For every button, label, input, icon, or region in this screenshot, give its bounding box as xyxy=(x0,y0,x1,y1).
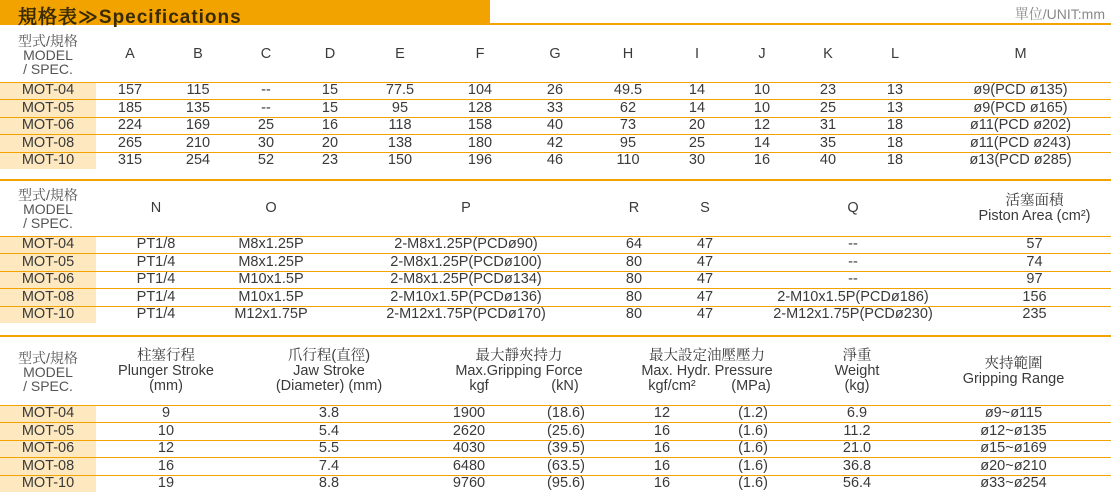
model-header xyxy=(0,339,96,405)
col-header-weight xyxy=(798,339,916,405)
pressure-zh: 最大設定油壓壓力 xyxy=(649,347,765,364)
plunger-stroke-cell: 10 xyxy=(96,423,236,441)
l-cell: 18 xyxy=(860,135,930,153)
h-cell: 110 xyxy=(590,152,666,169)
col-header-h: H xyxy=(622,46,634,63)
a-cell: 315 xyxy=(96,152,164,169)
plunger-stroke-cell: 9 xyxy=(96,405,236,423)
grip-force-unit-kgf: kgf xyxy=(469,378,489,395)
col-header-f: F xyxy=(475,46,485,63)
g-cell: 40 xyxy=(520,117,590,135)
plunger-en: Plunger Stroke xyxy=(118,363,214,380)
gripping-range-cell: ø33~ø254 xyxy=(916,475,1111,492)
jaw-stroke-cell: 7.4 xyxy=(236,458,422,476)
model-header-zh: 型式/規格 xyxy=(18,186,78,203)
pressure-en: Max. Hydr. Pressure xyxy=(641,363,773,380)
f-cell: 180 xyxy=(440,135,520,153)
weight-cell: 11.2 xyxy=(798,423,916,441)
col-header-j: J xyxy=(758,46,766,63)
pressure-units xyxy=(616,379,798,394)
m-cell: ø9(PCD ø135) xyxy=(930,82,1111,100)
model-header-spec: / SPEC. xyxy=(23,214,73,231)
weight-cell: 36.8 xyxy=(798,458,916,476)
l-cell: 18 xyxy=(860,117,930,135)
piston-area-zh: 活塞面積 xyxy=(1005,192,1064,209)
o-cell: M12x1.75P xyxy=(216,306,326,323)
model-header-zh: 型式/規格 xyxy=(18,32,78,49)
pressure-kgf-cell: 16 xyxy=(616,423,708,441)
q-cell: -- xyxy=(748,236,958,254)
model-header xyxy=(0,28,96,82)
col-header-i: I xyxy=(694,46,700,63)
k-cell: 25 xyxy=(796,100,860,118)
n-cell: PT1/4 xyxy=(96,254,216,272)
table-row xyxy=(0,475,1111,492)
c-cell: -- xyxy=(232,100,300,118)
col-header-b: B xyxy=(193,46,203,63)
e-cell: 150 xyxy=(360,152,440,169)
q-cell: 2-M12x1.75P(PCDø230) xyxy=(748,306,958,323)
s-cell: 47 xyxy=(662,271,748,289)
jaw-en: Jaw Stroke xyxy=(293,363,365,380)
b-cell: 254 xyxy=(164,152,232,169)
e-cell: 95 xyxy=(360,100,440,118)
c-cell: -- xyxy=(232,82,300,100)
col-header-l: L xyxy=(890,46,900,63)
m-cell: ø13(PCD ø285) xyxy=(930,152,1111,169)
b-cell: 169 xyxy=(164,117,232,135)
col-header-gripping-force xyxy=(422,339,616,405)
piston-area-cell: 57 xyxy=(958,236,1111,254)
gripping-force-kgf-cell: 2620 xyxy=(422,423,516,441)
q-cell: -- xyxy=(748,271,958,289)
d-cell: 16 xyxy=(300,117,360,135)
p-cell: 2-M12x1.75P(PCDø170) xyxy=(326,306,606,323)
spec-table-dimensions xyxy=(0,28,1111,169)
l-cell: 18 xyxy=(860,152,930,169)
gripping-force-kn-cell: (25.6) xyxy=(516,423,616,441)
c-cell: 25 xyxy=(232,117,300,135)
model-cell: MOT-08 xyxy=(0,458,96,476)
i-cell: 30 xyxy=(666,152,728,169)
unit-label: 單位/UNIT:mm xyxy=(1014,6,1105,22)
k-cell: 31 xyxy=(796,117,860,135)
table-row xyxy=(0,271,1111,289)
gripping-force-kn-cell: (95.6) xyxy=(516,475,616,492)
a-cell: 185 xyxy=(96,100,164,118)
gripping-force-kgf-cell: 9760 xyxy=(422,475,516,492)
model-header-en: MODEL xyxy=(23,363,73,380)
a-cell: 224 xyxy=(96,117,164,135)
e-cell: 118 xyxy=(360,117,440,135)
o-cell: M8x1.25P xyxy=(216,236,326,254)
col-header-k: K xyxy=(823,46,833,63)
g-cell: 33 xyxy=(520,100,590,118)
col-header-n: N xyxy=(150,200,162,217)
table-row xyxy=(0,440,1111,458)
pressure-unit-mpa: (MPa) xyxy=(731,378,771,395)
plunger-unit: (mm) xyxy=(149,378,183,395)
pressure-mpa-cell: (1.6) xyxy=(708,423,798,441)
model-cell: MOT-08 xyxy=(0,135,96,153)
model-cell: MOT-06 xyxy=(0,440,96,458)
model-cell: MOT-06 xyxy=(0,271,96,289)
gripping-range-cell: ø15~ø169 xyxy=(916,440,1111,458)
col-header-m: M xyxy=(1014,46,1027,63)
table-row xyxy=(0,289,1111,307)
o-cell: M10x1.5P xyxy=(216,271,326,289)
table-row xyxy=(0,306,1111,323)
model-header xyxy=(0,182,96,236)
table-row xyxy=(0,423,1111,441)
r-cell: 80 xyxy=(606,289,662,307)
col-header-e: E xyxy=(395,46,405,63)
b-cell: 210 xyxy=(164,135,232,153)
pressure-mpa-cell: (1.6) xyxy=(708,440,798,458)
r-cell: 80 xyxy=(606,271,662,289)
jaw-stroke-cell: 8.8 xyxy=(236,475,422,492)
piston-area-en: Piston Area (cm²) xyxy=(978,207,1091,224)
gripping-range-cell: ø9~ø115 xyxy=(916,405,1111,423)
spec-table-performance xyxy=(0,339,1111,492)
g-cell: 26 xyxy=(520,82,590,100)
i-cell: 20 xyxy=(666,117,728,135)
piston-area-cell: 74 xyxy=(958,254,1111,272)
weight-cell: 56.4 xyxy=(798,475,916,492)
c-cell: 30 xyxy=(232,135,300,153)
jaw-stroke-cell: 5.5 xyxy=(236,440,422,458)
model-header-spec: / SPEC. xyxy=(23,377,73,394)
spec-table-ports xyxy=(0,182,1111,323)
e-cell: 77.5 xyxy=(360,82,440,100)
i-cell: 25 xyxy=(666,135,728,153)
q-cell: -- xyxy=(748,254,958,272)
a-cell: 157 xyxy=(96,82,164,100)
pressure-kgf-cell: 12 xyxy=(616,405,708,423)
weight-cell: 6.9 xyxy=(798,405,916,423)
piston-area-cell: 97 xyxy=(958,271,1111,289)
pressure-mpa-cell: (1.6) xyxy=(708,475,798,492)
pressure-mpa-cell: (1.2) xyxy=(708,405,798,423)
plunger-stroke-cell: 19 xyxy=(96,475,236,492)
s-cell: 47 xyxy=(662,236,748,254)
col-header-p: P xyxy=(461,200,471,217)
d-cell: 20 xyxy=(300,135,360,153)
table-row xyxy=(0,100,1111,118)
m-cell: ø11(PCD ø243) xyxy=(930,135,1111,153)
pressure-kgf-cell: 16 xyxy=(616,440,708,458)
o-cell: M10x1.5P xyxy=(216,289,326,307)
s-cell: 47 xyxy=(662,254,748,272)
s-cell: 47 xyxy=(662,306,748,323)
table-header-row xyxy=(0,28,1111,82)
o-cell: M8x1.25P xyxy=(216,254,326,272)
l-cell: 13 xyxy=(860,100,930,118)
model-header-zh: 型式/規格 xyxy=(18,349,78,366)
table-row xyxy=(0,135,1111,153)
pressure-mpa-cell: (1.6) xyxy=(708,458,798,476)
grip-force-units xyxy=(422,379,616,394)
n-cell: PT1/4 xyxy=(96,306,216,323)
j-cell: 14 xyxy=(728,135,796,153)
h-cell: 62 xyxy=(590,100,666,118)
table-header-row xyxy=(0,339,1111,405)
col-header-piston-area xyxy=(958,182,1111,236)
jaw-stroke-cell: 3.8 xyxy=(236,405,422,423)
gripping-force-kgf-cell: 4030 xyxy=(422,440,516,458)
b-cell: 115 xyxy=(164,82,232,100)
weight-en: Weight xyxy=(834,363,880,380)
model-cell: MOT-04 xyxy=(0,82,96,100)
section-divider xyxy=(0,335,1111,337)
j-cell: 10 xyxy=(728,82,796,100)
col-header-o: O xyxy=(265,200,277,217)
grip-force-unit-kn: (kN) xyxy=(551,378,579,395)
r-cell: 80 xyxy=(606,254,662,272)
gripping-range-cell: ø12~ø135 xyxy=(916,423,1111,441)
e-cell: 138 xyxy=(360,135,440,153)
i-cell: 14 xyxy=(666,100,728,118)
f-cell: 128 xyxy=(440,100,520,118)
piston-area-cell: 156 xyxy=(958,289,1111,307)
piston-area-cell: 235 xyxy=(958,306,1111,323)
plunger-stroke-cell: 12 xyxy=(96,440,236,458)
j-cell: 10 xyxy=(728,100,796,118)
col-header-q: Q xyxy=(847,200,859,217)
table-row xyxy=(0,254,1111,272)
r-cell: 80 xyxy=(606,306,662,323)
col-header-c: C xyxy=(260,46,272,63)
jaw-unit: (Diameter) (mm) xyxy=(275,378,383,395)
plunger-zh: 柱塞行程 xyxy=(137,347,195,364)
table-row xyxy=(0,117,1111,135)
f-cell: 196 xyxy=(440,152,520,169)
model-cell: MOT-05 xyxy=(0,254,96,272)
col-header-jaw-stroke xyxy=(236,339,422,405)
i-cell: 14 xyxy=(666,82,728,100)
table-header-row xyxy=(0,182,1111,236)
title-bar xyxy=(0,0,1111,28)
model-cell: MOT-10 xyxy=(0,306,96,323)
table-row xyxy=(0,458,1111,476)
table-row xyxy=(0,236,1111,254)
grip-force-zh: 最大靜夾持力 xyxy=(475,347,563,364)
gripping-range-cell: ø20~ø210 xyxy=(916,458,1111,476)
col-header-s: S xyxy=(700,200,710,217)
d-cell: 23 xyxy=(300,152,360,169)
model-cell: MOT-08 xyxy=(0,289,96,307)
model-cell: MOT-04 xyxy=(0,236,96,254)
section-divider xyxy=(0,179,1111,181)
pressure-kgf-cell: 16 xyxy=(616,458,708,476)
model-header-spec: / SPEC. xyxy=(23,60,73,77)
h-cell: 73 xyxy=(590,117,666,135)
gripping-force-kgf-cell: 1900 xyxy=(422,405,516,423)
p-cell: 2-M8x1.25P(PCDø90) xyxy=(326,236,606,254)
col-header-g: G xyxy=(549,46,561,63)
gripping-force-kn-cell: (63.5) xyxy=(516,458,616,476)
model-header-en: MODEL xyxy=(23,46,73,63)
p-cell: 2-M8x1.25P(PCDø100) xyxy=(326,254,606,272)
model-cell: MOT-10 xyxy=(0,475,96,492)
table-row xyxy=(0,82,1111,100)
s-cell: 47 xyxy=(662,289,748,307)
n-cell: PT1/4 xyxy=(96,289,216,307)
grip-force-en: Max.Gripping Force xyxy=(455,363,583,380)
p-cell: 2-M10x1.5P(PCDø136) xyxy=(326,289,606,307)
c-cell: 52 xyxy=(232,152,300,169)
pressure-kgf-cell: 16 xyxy=(616,475,708,492)
g-cell: 46 xyxy=(520,152,590,169)
p-cell: 2-M8x1.25P(PCDø134) xyxy=(326,271,606,289)
f-cell: 104 xyxy=(440,82,520,100)
h-cell: 49.5 xyxy=(590,82,666,100)
model-header-en: MODEL xyxy=(23,200,73,217)
d-cell: 15 xyxy=(300,82,360,100)
col-header-a: A xyxy=(125,46,135,63)
model-cell: MOT-06 xyxy=(0,117,96,135)
j-cell: 12 xyxy=(728,117,796,135)
q-cell: 2-M10x1.5P(PCDø186) xyxy=(748,289,958,307)
jaw-stroke-cell: 5.4 xyxy=(236,423,422,441)
col-header-d: D xyxy=(324,46,336,63)
h-cell: 95 xyxy=(590,135,666,153)
l-cell: 13 xyxy=(860,82,930,100)
f-cell: 158 xyxy=(440,117,520,135)
j-cell: 16 xyxy=(728,152,796,169)
range-en: Gripping Range xyxy=(962,370,1065,387)
k-cell: 23 xyxy=(796,82,860,100)
pressure-unit-kgf: kgf/cm² xyxy=(648,378,696,395)
g-cell: 42 xyxy=(520,135,590,153)
weight-zh: 淨重 xyxy=(842,347,872,364)
col-header-hydraulic-pressure xyxy=(616,339,798,405)
r-cell: 64 xyxy=(606,236,662,254)
m-cell: ø9(PCD ø165) xyxy=(930,100,1111,118)
weight-cell: 21.0 xyxy=(798,440,916,458)
b-cell: 135 xyxy=(164,100,232,118)
k-cell: 35 xyxy=(796,135,860,153)
gripping-force-kn-cell: (39.5) xyxy=(516,440,616,458)
model-cell: MOT-05 xyxy=(0,423,96,441)
range-zh: 夾持範圍 xyxy=(984,355,1043,372)
m-cell: ø11(PCD ø202) xyxy=(930,117,1111,135)
gripping-force-kn-cell: (18.6) xyxy=(516,405,616,423)
gripping-force-kgf-cell: 6480 xyxy=(422,458,516,476)
n-cell: PT1/4 xyxy=(96,271,216,289)
model-cell: MOT-05 xyxy=(0,100,96,118)
col-header-plunger-stroke xyxy=(96,339,236,405)
d-cell: 15 xyxy=(300,100,360,118)
col-header-r: R xyxy=(628,200,640,217)
col-header-gripping-range xyxy=(916,339,1111,405)
n-cell: PT1/8 xyxy=(96,236,216,254)
a-cell: 265 xyxy=(96,135,164,153)
plunger-stroke-cell: 16 xyxy=(96,458,236,476)
jaw-zh: 爪行程(直徑) xyxy=(287,347,371,364)
model-cell: MOT-10 xyxy=(0,152,96,169)
table-row xyxy=(0,405,1111,423)
weight-unit: (kg) xyxy=(844,378,870,395)
k-cell: 40 xyxy=(796,152,860,169)
table-row xyxy=(0,152,1111,169)
model-cell: MOT-04 xyxy=(0,405,96,423)
page-title: 規格表≫Specifications xyxy=(18,7,242,28)
